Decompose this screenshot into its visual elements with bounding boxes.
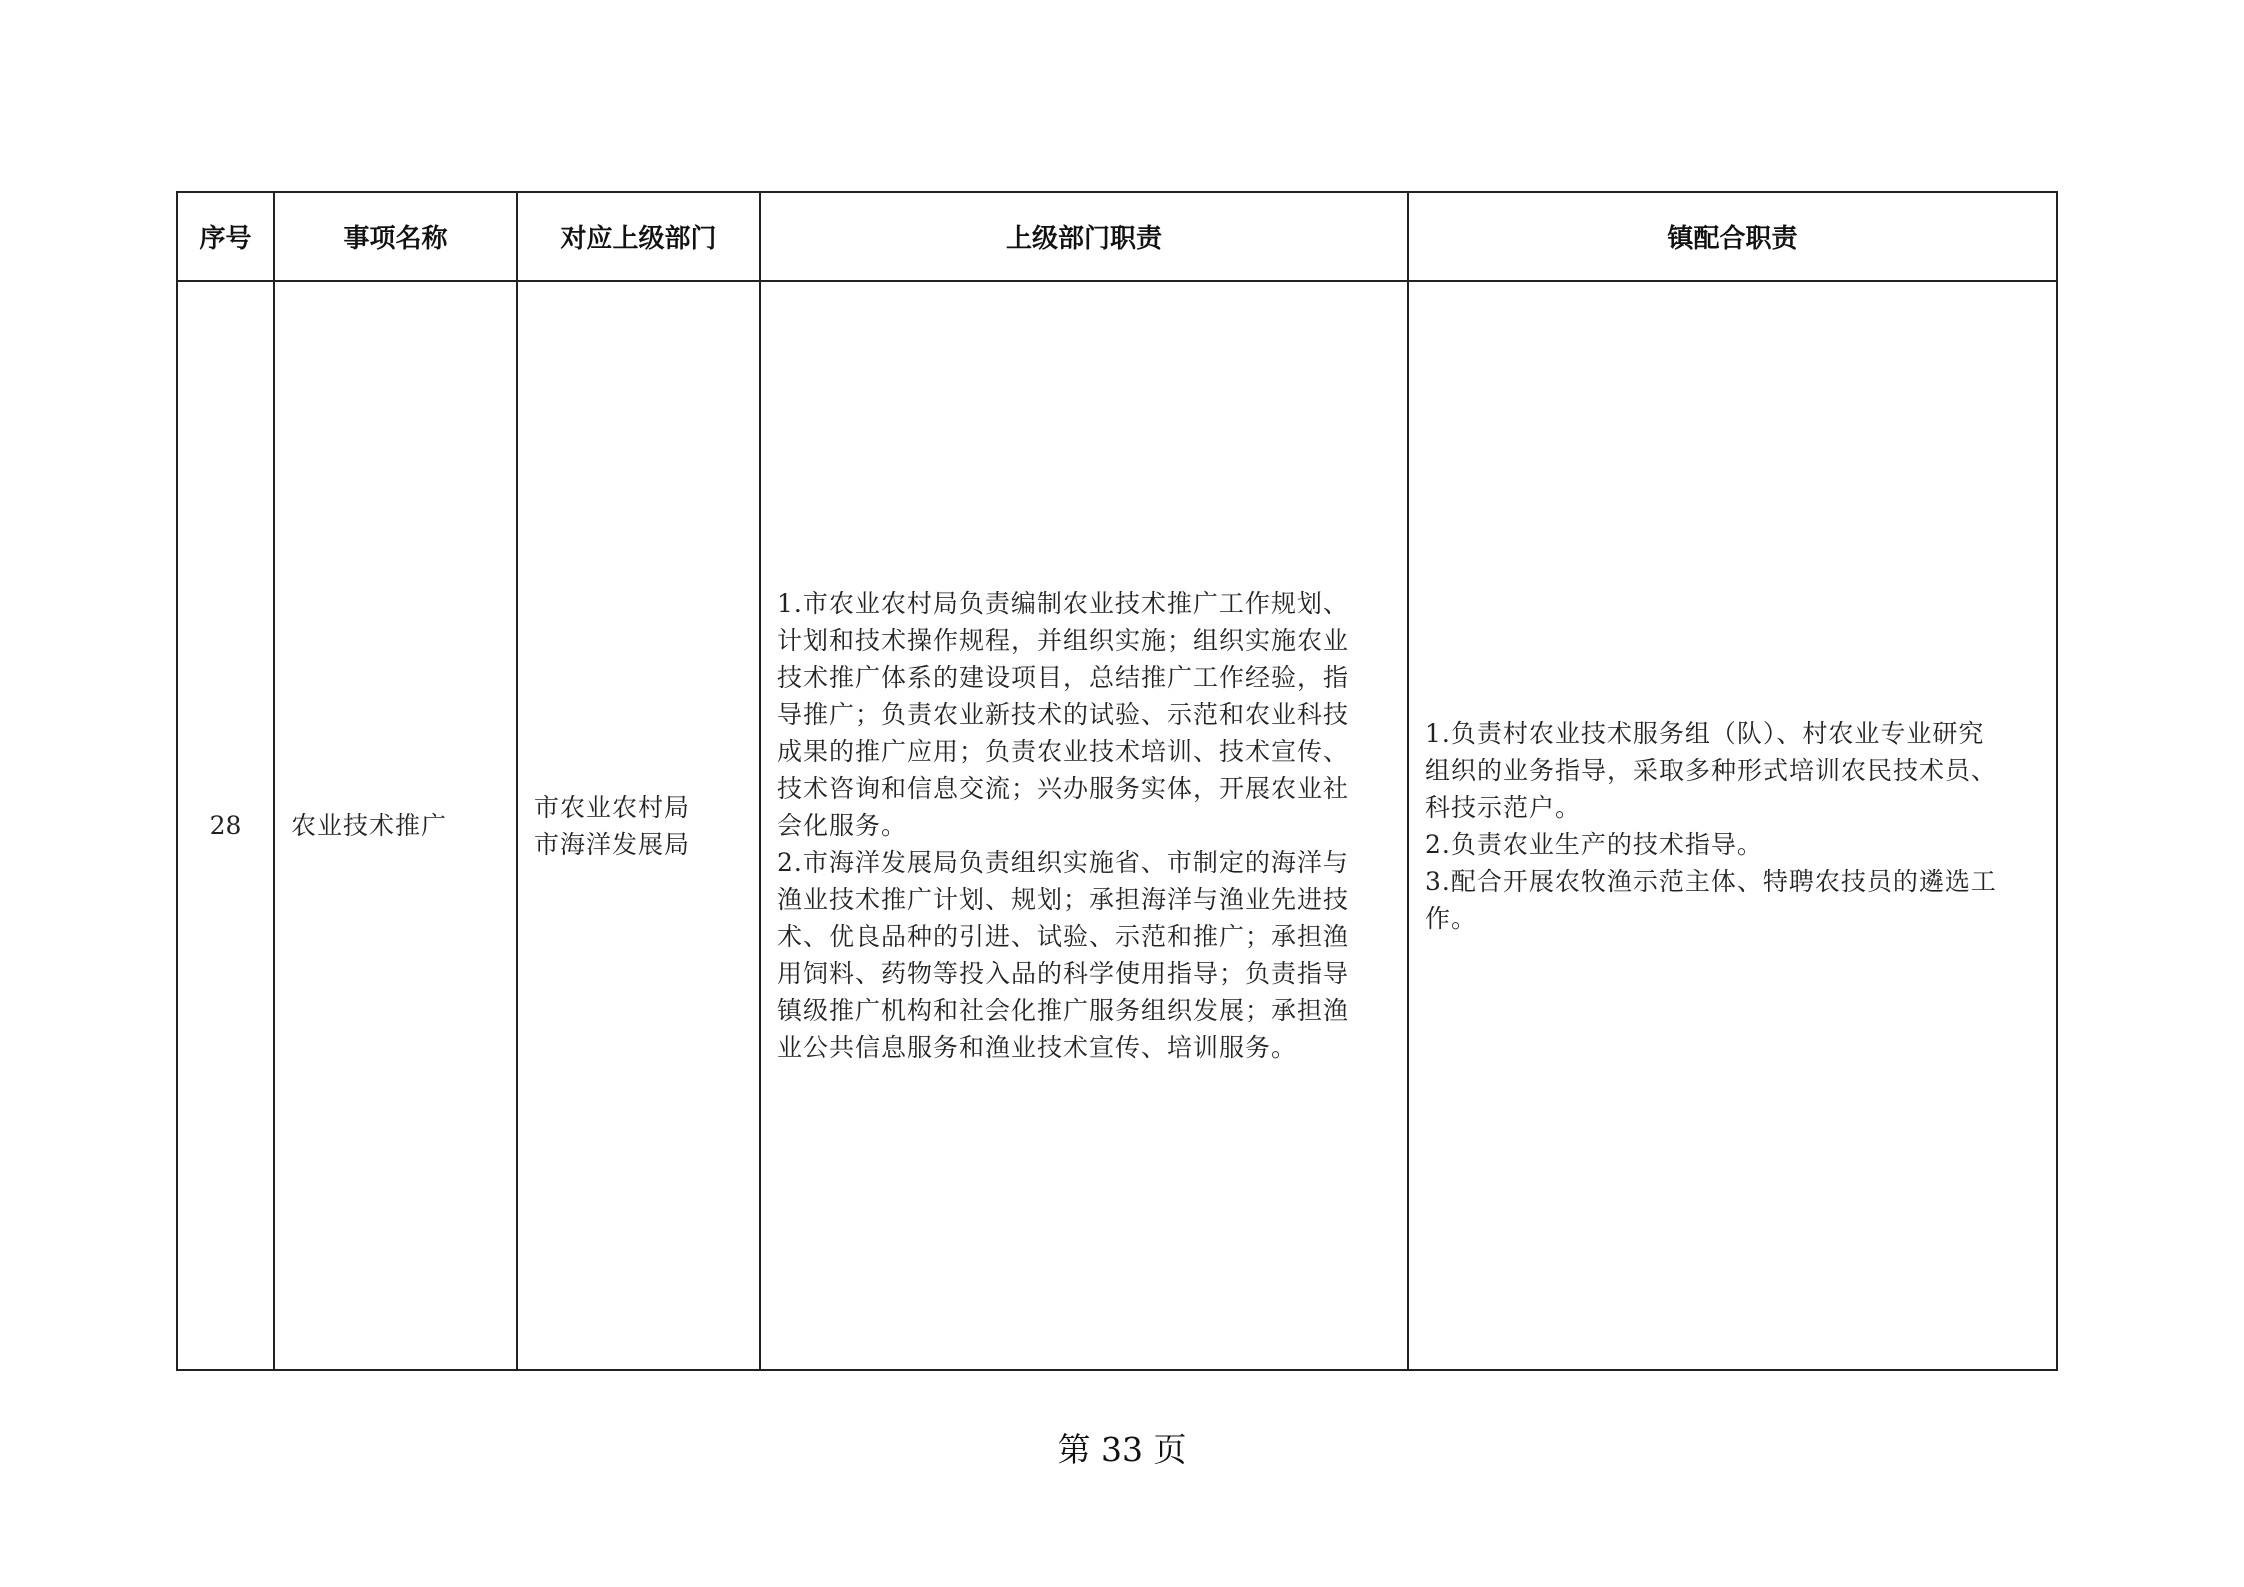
- duty-table: [176, 191, 2058, 1371]
- header-item-name: 事项名称: [274, 192, 517, 281]
- header-superior-duty: 上级部门职责: [760, 192, 1408, 281]
- superior-duty-text: 1.市农业农村局负责编制农业技术推广工作规划、 计划和技术操作规程，并组织实施；组织实施农业 技术推广体系的建设项目，总结推广工作经验，指 导推广；负责农业新技术的试验、示范和农业科技 成果的推广应用；负责农业技术培训、技术宣传、 技术咨询和信息交流；兴办服务实体，开展农业社 会化服务。 2.市海洋发展局负责组织实施省、市制定的海洋与 渔业技术推广计划、规划；承担海洋与渔业先进技 术、优良品种的引进、试验、示范和推广；承担渔 用饲料、药物等投入品的科学使用指导；负责指导 镇级推广机构和社会化推广服务组织发展；承担渔 业公共信息服务和渔业技术宣传、培训服务。: [777, 589, 1350, 1062]
- town-coop-duty-text: 1.负责村农业技术服务组（队）、村农业专业研究 组织的业务指导，采取多种形式培训农民技术员、 科技示范户。 2.负责农业生产的技术指导。 3.配合开展农牧渔示范主体、特聘农技员的遴选工 作。: [1425, 718, 1998, 933]
- dept-name: 市农业农村局: [534, 792, 691, 822]
- cell-superior-dept: [517, 281, 760, 1370]
- table-header-row: [177, 192, 2057, 281]
- cell-item-name: [274, 281, 517, 1370]
- dept-name: 市海洋发展局: [534, 829, 691, 859]
- table-row: [177, 281, 2057, 1370]
- cell-town-coop-duty: [1408, 281, 2057, 1370]
- header-superior-dept: 对应上级部门: [517, 192, 760, 281]
- page-number: 第 33 页: [1057, 1430, 1187, 1469]
- header-serial-number: 序号: [177, 192, 274, 281]
- header-town-coop-duty: 镇配合职责: [1408, 192, 2057, 281]
- item-name-text: 农业技术推广: [291, 811, 448, 840]
- cell-serial-number: 28: [177, 281, 274, 1370]
- cell-superior-duty: [760, 281, 1408, 1370]
